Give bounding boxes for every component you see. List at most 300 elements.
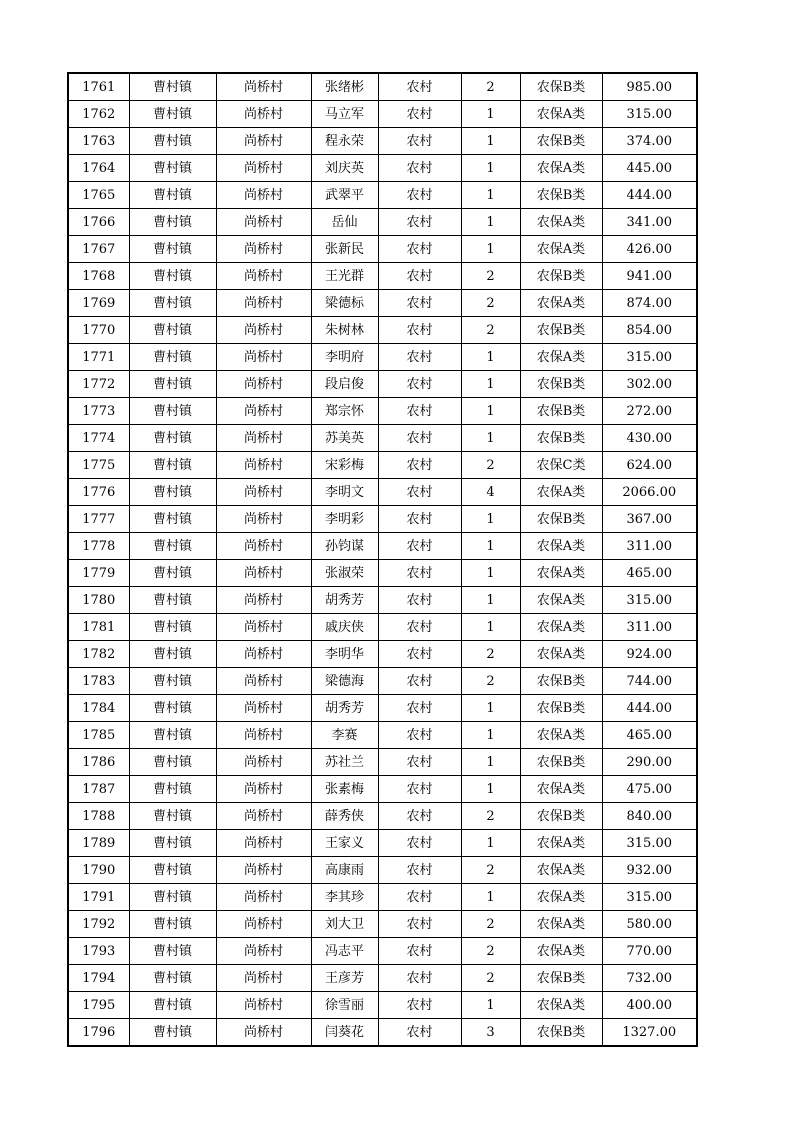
cell-town: 曹村镇 [129, 479, 216, 506]
cell-count: 1 [461, 587, 520, 614]
cell-town: 曹村镇 [129, 425, 216, 452]
table-row [68, 371, 697, 398]
cell-name: 徐雪丽 [311, 992, 378, 1019]
cell-name: 李明彩 [311, 506, 378, 533]
cell-type: 农村 [378, 965, 461, 992]
cell-id: 1775 [68, 452, 129, 479]
cell-town: 曹村镇 [129, 317, 216, 344]
cell-id: 1778 [68, 533, 129, 560]
cell-village: 尚桥村 [216, 209, 311, 236]
cell-count: 2 [461, 911, 520, 938]
cell-count: 2 [461, 938, 520, 965]
cell-village: 尚桥村 [216, 398, 311, 425]
cell-count: 2 [461, 857, 520, 884]
cell-village: 尚桥村 [216, 614, 311, 641]
cell-type: 农村 [378, 830, 461, 857]
cell-village: 尚桥村 [216, 803, 311, 830]
cell-category: 农保A类 [520, 641, 602, 668]
cell-count: 3 [461, 1019, 520, 1047]
cell-type: 农村 [378, 452, 461, 479]
cell-name: 张绪彬 [311, 73, 378, 101]
table-row [68, 830, 697, 857]
cell-type: 农村 [378, 992, 461, 1019]
cell-id: 1768 [68, 263, 129, 290]
cell-type: 农村 [378, 695, 461, 722]
cell-amount: 374.00 [602, 128, 697, 155]
cell-name: 张淑荣 [311, 560, 378, 587]
table-row [68, 425, 697, 452]
cell-id: 1796 [68, 1019, 129, 1047]
cell-amount: 465.00 [602, 560, 697, 587]
cell-type: 农村 [378, 560, 461, 587]
table-row [68, 911, 697, 938]
cell-id: 1790 [68, 857, 129, 884]
cell-count: 1 [461, 506, 520, 533]
cell-category: 农保B类 [520, 263, 602, 290]
cell-name: 马立军 [311, 101, 378, 128]
cell-name: 王家义 [311, 830, 378, 857]
cell-category: 农保A类 [520, 101, 602, 128]
table-row [68, 73, 697, 101]
cell-category: 农保B类 [520, 425, 602, 452]
cell-category: 农保A类 [520, 830, 602, 857]
cell-id: 1764 [68, 155, 129, 182]
table-row [68, 290, 697, 317]
cell-count: 1 [461, 101, 520, 128]
table-row [68, 236, 697, 263]
cell-name: 冯志平 [311, 938, 378, 965]
cell-name: 李赛 [311, 722, 378, 749]
cell-category: 农保B类 [520, 182, 602, 209]
cell-category: 农保A类 [520, 587, 602, 614]
cell-type: 农村 [378, 182, 461, 209]
cell-amount: 924.00 [602, 641, 697, 668]
cell-id: 1781 [68, 614, 129, 641]
cell-name: 苏社兰 [311, 749, 378, 776]
cell-count: 2 [461, 290, 520, 317]
cell-name: 李明华 [311, 641, 378, 668]
cell-category: 农保B类 [520, 803, 602, 830]
cell-amount: 444.00 [602, 182, 697, 209]
cell-type: 农村 [378, 155, 461, 182]
table-row [68, 614, 697, 641]
cell-count: 2 [461, 317, 520, 344]
cell-village: 尚桥村 [216, 560, 311, 587]
table-row [68, 776, 697, 803]
table-row [68, 695, 697, 722]
cell-type: 农村 [378, 506, 461, 533]
cell-category: 农保A类 [520, 992, 602, 1019]
cell-name: 朱树林 [311, 317, 378, 344]
cell-amount: 985.00 [602, 73, 697, 101]
cell-id: 1788 [68, 803, 129, 830]
cell-village: 尚桥村 [216, 965, 311, 992]
cell-category: 农保A类 [520, 857, 602, 884]
cell-village: 尚桥村 [216, 290, 311, 317]
cell-type: 农村 [378, 749, 461, 776]
cell-id: 1772 [68, 371, 129, 398]
table-row [68, 749, 697, 776]
cell-town: 曹村镇 [129, 776, 216, 803]
cell-count: 1 [461, 614, 520, 641]
cell-name: 李明文 [311, 479, 378, 506]
cell-type: 农村 [378, 344, 461, 371]
cell-village: 尚桥村 [216, 73, 311, 101]
cell-category: 农保A类 [520, 614, 602, 641]
cell-category: 农保B类 [520, 371, 602, 398]
cell-type: 农村 [378, 425, 461, 452]
cell-name: 戚庆侠 [311, 614, 378, 641]
cell-count: 1 [461, 182, 520, 209]
cell-village: 尚桥村 [216, 452, 311, 479]
cell-amount: 580.00 [602, 911, 697, 938]
cell-town: 曹村镇 [129, 722, 216, 749]
cell-name: 宋彩梅 [311, 452, 378, 479]
cell-type: 农村 [378, 398, 461, 425]
cell-id: 1780 [68, 587, 129, 614]
cell-town: 曹村镇 [129, 911, 216, 938]
cell-type: 农村 [378, 722, 461, 749]
cell-village: 尚桥村 [216, 938, 311, 965]
cell-name: 李其珍 [311, 884, 378, 911]
cell-id: 1762 [68, 101, 129, 128]
cell-type: 农村 [378, 263, 461, 290]
cell-amount: 315.00 [602, 830, 697, 857]
cell-amount: 444.00 [602, 695, 697, 722]
cell-id: 1795 [68, 992, 129, 1019]
cell-count: 1 [461, 776, 520, 803]
cell-id: 1793 [68, 938, 129, 965]
cell-village: 尚桥村 [216, 263, 311, 290]
cell-town: 曹村镇 [129, 641, 216, 668]
cell-village: 尚桥村 [216, 317, 311, 344]
cell-type: 农村 [378, 533, 461, 560]
table-row [68, 722, 697, 749]
cell-type: 农村 [378, 101, 461, 128]
table-row [68, 155, 697, 182]
cell-category: 农保B类 [520, 398, 602, 425]
cell-category: 农保A类 [520, 884, 602, 911]
cell-amount: 770.00 [602, 938, 697, 965]
records-table [67, 72, 698, 1047]
cell-town: 曹村镇 [129, 236, 216, 263]
cell-category: 农保A类 [520, 776, 602, 803]
cell-category: 农保A类 [520, 479, 602, 506]
cell-count: 1 [461, 398, 520, 425]
cell-amount: 315.00 [602, 587, 697, 614]
cell-count: 2 [461, 73, 520, 101]
table-row [68, 1019, 697, 1047]
cell-town: 曹村镇 [129, 830, 216, 857]
cell-amount: 302.00 [602, 371, 697, 398]
cell-village: 尚桥村 [216, 695, 311, 722]
cell-village: 尚桥村 [216, 587, 311, 614]
cell-town: 曹村镇 [129, 371, 216, 398]
table-row [68, 452, 697, 479]
cell-village: 尚桥村 [216, 425, 311, 452]
table-row [68, 560, 697, 587]
cell-category: 农保A类 [520, 209, 602, 236]
cell-category: 农保B类 [520, 695, 602, 722]
cell-village: 尚桥村 [216, 830, 311, 857]
cell-amount: 475.00 [602, 776, 697, 803]
cell-amount: 840.00 [602, 803, 697, 830]
cell-type: 农村 [378, 1019, 461, 1047]
cell-count: 2 [461, 263, 520, 290]
cell-type: 农村 [378, 479, 461, 506]
cell-name: 高康雨 [311, 857, 378, 884]
cell-count: 1 [461, 722, 520, 749]
cell-count: 1 [461, 560, 520, 587]
cell-name: 刘大卫 [311, 911, 378, 938]
table-row [68, 803, 697, 830]
cell-amount: 311.00 [602, 614, 697, 641]
cell-village: 尚桥村 [216, 1019, 311, 1047]
cell-name: 孙钧谋 [311, 533, 378, 560]
cell-amount: 854.00 [602, 317, 697, 344]
cell-category: 农保B类 [520, 317, 602, 344]
cell-count: 1 [461, 992, 520, 1019]
cell-type: 农村 [378, 776, 461, 803]
cell-name: 张素梅 [311, 776, 378, 803]
cell-name: 岳仙 [311, 209, 378, 236]
cell-id: 1776 [68, 479, 129, 506]
cell-type: 农村 [378, 371, 461, 398]
cell-count: 2 [461, 965, 520, 992]
cell-town: 曹村镇 [129, 101, 216, 128]
cell-village: 尚桥村 [216, 155, 311, 182]
cell-id: 1792 [68, 911, 129, 938]
cell-count: 1 [461, 128, 520, 155]
cell-id: 1791 [68, 884, 129, 911]
cell-amount: 465.00 [602, 722, 697, 749]
cell-village: 尚桥村 [216, 722, 311, 749]
cell-name: 胡秀芳 [311, 587, 378, 614]
cell-village: 尚桥村 [216, 533, 311, 560]
cell-village: 尚桥村 [216, 857, 311, 884]
table-row [68, 641, 697, 668]
cell-name: 薛秀侠 [311, 803, 378, 830]
cell-count: 1 [461, 695, 520, 722]
cell-name: 刘庆英 [311, 155, 378, 182]
table-row [68, 992, 697, 1019]
cell-town: 曹村镇 [129, 614, 216, 641]
cell-type: 农村 [378, 317, 461, 344]
cell-town: 曹村镇 [129, 182, 216, 209]
cell-amount: 315.00 [602, 101, 697, 128]
cell-amount: 272.00 [602, 398, 697, 425]
table-row [68, 182, 697, 209]
cell-type: 农村 [378, 128, 461, 155]
cell-count: 1 [461, 236, 520, 263]
table-row [68, 479, 697, 506]
cell-id: 1770 [68, 317, 129, 344]
cell-id: 1779 [68, 560, 129, 587]
cell-name: 武翠平 [311, 182, 378, 209]
cell-count: 2 [461, 452, 520, 479]
cell-town: 曹村镇 [129, 209, 216, 236]
cell-id: 1786 [68, 749, 129, 776]
cell-id: 1789 [68, 830, 129, 857]
cell-village: 尚桥村 [216, 344, 311, 371]
cell-count: 1 [461, 209, 520, 236]
cell-amount: 311.00 [602, 533, 697, 560]
cell-amount: 315.00 [602, 884, 697, 911]
cell-id: 1787 [68, 776, 129, 803]
cell-village: 尚桥村 [216, 371, 311, 398]
cell-count: 4 [461, 479, 520, 506]
cell-amount: 367.00 [602, 506, 697, 533]
cell-category: 农保C类 [520, 452, 602, 479]
cell-count: 2 [461, 668, 520, 695]
cell-id: 1767 [68, 236, 129, 263]
cell-village: 尚桥村 [216, 776, 311, 803]
cell-category: 农保B类 [520, 965, 602, 992]
cell-count: 1 [461, 884, 520, 911]
cell-category: 农保A类 [520, 911, 602, 938]
table-row [68, 398, 697, 425]
cell-type: 农村 [378, 857, 461, 884]
cell-village: 尚桥村 [216, 749, 311, 776]
cell-village: 尚桥村 [216, 668, 311, 695]
cell-category: 农保A类 [520, 533, 602, 560]
cell-id: 1766 [68, 209, 129, 236]
cell-amount: 341.00 [602, 209, 697, 236]
cell-amount: 426.00 [602, 236, 697, 263]
cell-category: 农保B类 [520, 1019, 602, 1047]
table-row [68, 317, 697, 344]
cell-name: 王光群 [311, 263, 378, 290]
cell-town: 曹村镇 [129, 668, 216, 695]
cell-type: 农村 [378, 614, 461, 641]
cell-town: 曹村镇 [129, 398, 216, 425]
table-row [68, 101, 697, 128]
cell-amount: 445.00 [602, 155, 697, 182]
cell-category: 农保B类 [520, 73, 602, 101]
table-row [68, 884, 697, 911]
cell-name: 梁德海 [311, 668, 378, 695]
cell-count: 1 [461, 533, 520, 560]
cell-name: 张新民 [311, 236, 378, 263]
cell-name: 苏美英 [311, 425, 378, 452]
cell-category: 农保A类 [520, 938, 602, 965]
cell-town: 曹村镇 [129, 965, 216, 992]
cell-id: 1785 [68, 722, 129, 749]
table-row [68, 128, 697, 155]
table-row [68, 668, 697, 695]
cell-town: 曹村镇 [129, 290, 216, 317]
cell-category: 农保A类 [520, 290, 602, 317]
cell-count: 1 [461, 749, 520, 776]
cell-village: 尚桥村 [216, 911, 311, 938]
table-row [68, 965, 697, 992]
cell-amount: 732.00 [602, 965, 697, 992]
cell-town: 曹村镇 [129, 587, 216, 614]
cell-id: 1782 [68, 641, 129, 668]
cell-town: 曹村镇 [129, 749, 216, 776]
cell-name: 程永荣 [311, 128, 378, 155]
cell-amount: 874.00 [602, 290, 697, 317]
table-row [68, 263, 697, 290]
cell-count: 1 [461, 830, 520, 857]
cell-count: 1 [461, 344, 520, 371]
cell-name: 李明府 [311, 344, 378, 371]
cell-town: 曹村镇 [129, 73, 216, 101]
table-row [68, 587, 697, 614]
cell-id: 1794 [68, 965, 129, 992]
cell-name: 胡秀芳 [311, 695, 378, 722]
cell-town: 曹村镇 [129, 857, 216, 884]
cell-id: 1771 [68, 344, 129, 371]
cell-amount: 2066.00 [602, 479, 697, 506]
cell-amount: 400.00 [602, 992, 697, 1019]
cell-town: 曹村镇 [129, 452, 216, 479]
cell-amount: 1327.00 [602, 1019, 697, 1047]
cell-type: 农村 [378, 236, 461, 263]
cell-type: 农村 [378, 290, 461, 317]
cell-village: 尚桥村 [216, 101, 311, 128]
cell-type: 农村 [378, 641, 461, 668]
cell-type: 农村 [378, 884, 461, 911]
cell-amount: 941.00 [602, 263, 697, 290]
cell-id: 1765 [68, 182, 129, 209]
cell-town: 曹村镇 [129, 263, 216, 290]
cell-category: 农保B类 [520, 128, 602, 155]
cell-name: 闫葵花 [311, 1019, 378, 1047]
cell-category: 农保A类 [520, 155, 602, 182]
cell-category: 农保A类 [520, 236, 602, 263]
cell-amount: 744.00 [602, 668, 697, 695]
cell-id: 1783 [68, 668, 129, 695]
cell-name: 梁德标 [311, 290, 378, 317]
records-body [68, 73, 697, 1046]
cell-id: 1774 [68, 425, 129, 452]
cell-town: 曹村镇 [129, 1019, 216, 1047]
cell-type: 农村 [378, 587, 461, 614]
cell-count: 2 [461, 641, 520, 668]
cell-id: 1773 [68, 398, 129, 425]
cell-town: 曹村镇 [129, 938, 216, 965]
table-row [68, 344, 697, 371]
table-row [68, 209, 697, 236]
cell-town: 曹村镇 [129, 506, 216, 533]
cell-category: 农保A类 [520, 344, 602, 371]
cell-amount: 315.00 [602, 344, 697, 371]
cell-amount: 932.00 [602, 857, 697, 884]
cell-type: 农村 [378, 803, 461, 830]
cell-amount: 430.00 [602, 425, 697, 452]
cell-village: 尚桥村 [216, 992, 311, 1019]
cell-name: 郑宗怀 [311, 398, 378, 425]
cell-id: 1769 [68, 290, 129, 317]
cell-category: 农保A类 [520, 560, 602, 587]
cell-village: 尚桥村 [216, 479, 311, 506]
cell-village: 尚桥村 [216, 236, 311, 263]
cell-count: 1 [461, 425, 520, 452]
cell-type: 农村 [378, 938, 461, 965]
cell-category: 农保B类 [520, 668, 602, 695]
cell-amount: 290.00 [602, 749, 697, 776]
cell-type: 农村 [378, 73, 461, 101]
cell-village: 尚桥村 [216, 182, 311, 209]
cell-name: 段启俊 [311, 371, 378, 398]
cell-count: 1 [461, 155, 520, 182]
cell-amount: 624.00 [602, 452, 697, 479]
cell-type: 农村 [378, 668, 461, 695]
cell-town: 曹村镇 [129, 992, 216, 1019]
cell-town: 曹村镇 [129, 884, 216, 911]
cell-town: 曹村镇 [129, 344, 216, 371]
